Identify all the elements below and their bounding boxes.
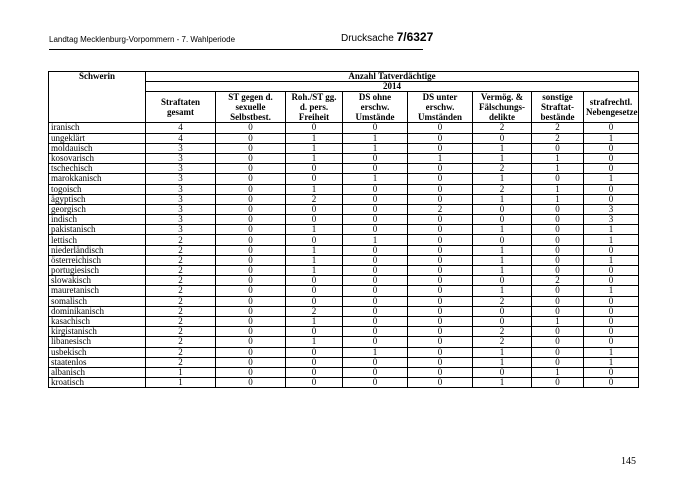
table-cell: 0 xyxy=(286,215,343,225)
table-cell: 1 xyxy=(146,367,216,377)
table-cell: 3 xyxy=(146,153,216,163)
table-cell: 1 xyxy=(532,316,584,326)
table-cell: 0 xyxy=(216,225,286,235)
table-cell: 0 xyxy=(216,133,286,143)
table-cell: 0 xyxy=(408,215,473,225)
table-cell: 0 xyxy=(286,367,343,377)
table-cell: 0 xyxy=(216,378,286,388)
table-cell: 0 xyxy=(408,296,473,306)
table-cell: 2 xyxy=(473,184,532,194)
table-row xyxy=(49,164,639,174)
table-cell: 0 xyxy=(473,276,532,286)
table-cell: 0 xyxy=(286,327,343,337)
table-cell: 0 xyxy=(532,357,584,367)
row-label: dominikanisch xyxy=(49,306,146,316)
table-cell: 2 xyxy=(286,194,343,204)
row-label: kosovarisch xyxy=(49,153,146,163)
table-cell: 0 xyxy=(408,367,473,377)
header-row-group xyxy=(49,72,639,82)
table-cell: 0 xyxy=(408,255,473,265)
column-header: Roh./ST gg. d. pers. Freiheit xyxy=(286,92,343,123)
table-cell: 0 xyxy=(584,337,639,347)
table-cell: 2 xyxy=(146,235,216,245)
table-row xyxy=(49,266,639,276)
table-cell: 0 xyxy=(216,255,286,265)
table-cell: 0 xyxy=(286,204,343,214)
table-cell: 0 xyxy=(343,225,408,235)
table-cell: 1 xyxy=(584,174,639,184)
table-cell: 0 xyxy=(408,357,473,367)
table-cell: 0 xyxy=(216,316,286,326)
table-cell: 0 xyxy=(343,306,408,316)
table-cell: 0 xyxy=(216,286,286,296)
table-cell: 0 xyxy=(216,367,286,377)
table-cell: 1 xyxy=(584,286,639,296)
table-cell: 0 xyxy=(408,378,473,388)
table-cell: 2 xyxy=(146,245,216,255)
table-cell: 0 xyxy=(216,347,286,357)
table-row xyxy=(49,204,639,214)
table-cell: 0 xyxy=(286,235,343,245)
table-cell: 1 xyxy=(343,143,408,153)
table-cell: 0 xyxy=(473,316,532,326)
header-rule xyxy=(49,49,423,50)
table-cell: 2 xyxy=(146,337,216,347)
table-cell: 4 xyxy=(146,133,216,143)
table-cell: 1 xyxy=(473,225,532,235)
table-cell: 1 xyxy=(473,194,532,204)
table-cell: 0 xyxy=(286,123,343,133)
corner-header: Schwerin xyxy=(49,72,146,123)
table-cell: 1 xyxy=(473,347,532,357)
table-cell: 0 xyxy=(286,296,343,306)
table-row xyxy=(49,296,639,306)
table-cell: 0 xyxy=(343,164,408,174)
table-cell: 0 xyxy=(473,133,532,143)
table-cell: 0 xyxy=(216,357,286,367)
table-cell: 0 xyxy=(584,184,639,194)
table-body xyxy=(49,123,639,388)
table-cell: 2 xyxy=(408,204,473,214)
column-header: strafrechtl. Nebengesetze xyxy=(584,92,639,123)
table-row xyxy=(49,133,639,143)
table-cell: 0 xyxy=(408,194,473,204)
row-label: albanisch xyxy=(49,367,146,377)
table-cell: 3 xyxy=(146,204,216,214)
table-cell: 0 xyxy=(343,255,408,265)
table-cell: 0 xyxy=(408,266,473,276)
table-cell: 3 xyxy=(584,215,639,225)
table-cell: 0 xyxy=(216,143,286,153)
table-row xyxy=(49,347,639,357)
row-label: ägyptisch xyxy=(49,194,146,204)
table-row xyxy=(49,276,639,286)
table-cell: 3 xyxy=(146,194,216,204)
table-cell: 2 xyxy=(532,123,584,133)
table-cell: 0 xyxy=(584,153,639,163)
table-cell: 0 xyxy=(343,245,408,255)
table-cell: 2 xyxy=(532,276,584,286)
group-header: Anzahl Tatverdächtige xyxy=(146,72,639,82)
table-cell: 1 xyxy=(408,153,473,163)
table-cell: 1 xyxy=(473,378,532,388)
table-cell: 0 xyxy=(473,235,532,245)
column-header: Vermög. & Fälschungs-delikte xyxy=(473,92,532,123)
table-cell: 0 xyxy=(286,357,343,367)
table-cell: 1 xyxy=(584,347,639,357)
table-cell: 0 xyxy=(473,215,532,225)
table-cell: 4 xyxy=(146,123,216,133)
table-cell: 2 xyxy=(286,306,343,316)
table-cell: 0 xyxy=(532,286,584,296)
table-cell: 0 xyxy=(532,327,584,337)
table-cell: 0 xyxy=(408,337,473,347)
table-cell: 1 xyxy=(343,133,408,143)
table-cell: 0 xyxy=(343,123,408,133)
table-cell: 0 xyxy=(216,276,286,286)
table-cell: 0 xyxy=(408,123,473,133)
table-cell: 2 xyxy=(473,327,532,337)
table-cell: 0 xyxy=(408,164,473,174)
table-cell: 0 xyxy=(584,306,639,316)
table-row xyxy=(49,337,639,347)
table-cell: 0 xyxy=(408,184,473,194)
table-cell: 0 xyxy=(343,215,408,225)
row-label: lettisch xyxy=(49,235,146,245)
header-number: 7/6327 xyxy=(396,30,434,44)
table-cell: 0 xyxy=(343,184,408,194)
table-cell: 1 xyxy=(286,184,343,194)
row-label: österreichisch xyxy=(49,255,146,265)
table-cell: 1 xyxy=(286,143,343,153)
table-cell: 0 xyxy=(216,296,286,306)
table-cell: 1 xyxy=(584,225,639,235)
row-label: pakistanisch xyxy=(49,225,146,235)
table-cell: 0 xyxy=(532,347,584,357)
table-row xyxy=(49,255,639,265)
table-cell: 0 xyxy=(408,327,473,337)
table-cell: 1 xyxy=(532,367,584,377)
table-row xyxy=(49,357,639,367)
table-cell: 0 xyxy=(532,245,584,255)
column-header: ST gegen d. sexuelle Selbstbest. xyxy=(216,92,286,123)
row-label: usbekisch xyxy=(49,347,146,357)
table-cell: 0 xyxy=(343,316,408,326)
row-label: libanesisch xyxy=(49,337,146,347)
table-cell: 0 xyxy=(343,327,408,337)
table-cell: 0 xyxy=(286,378,343,388)
table-cell: 1 xyxy=(343,347,408,357)
table-cell: 0 xyxy=(584,266,639,276)
table-cell: 0 xyxy=(473,204,532,214)
table-cell: 0 xyxy=(343,153,408,163)
table-cell: 0 xyxy=(343,276,408,286)
table-cell: 2 xyxy=(146,266,216,276)
table-cell: 1 xyxy=(473,266,532,276)
table-row xyxy=(49,286,639,296)
table-cell: 0 xyxy=(216,235,286,245)
table-cell: 0 xyxy=(532,337,584,347)
table-cell: 0 xyxy=(532,255,584,265)
table-cell: 0 xyxy=(584,378,639,388)
table-cell: 0 xyxy=(343,378,408,388)
table-cell: 1 xyxy=(532,153,584,163)
table-cell: 3 xyxy=(584,204,639,214)
table-row xyxy=(49,245,639,255)
table-cell: 0 xyxy=(408,347,473,357)
table-cell: 0 xyxy=(584,245,639,255)
table-row xyxy=(49,123,639,133)
table-cell: 1 xyxy=(584,255,639,265)
table-row xyxy=(49,143,639,153)
table-cell: 0 xyxy=(343,367,408,377)
table-cell: 0 xyxy=(408,143,473,153)
table-cell: 1 xyxy=(473,143,532,153)
row-label: kroatisch xyxy=(49,378,146,388)
table-cell: 2 xyxy=(146,296,216,306)
table-row xyxy=(49,316,639,326)
row-label: portugiesisch xyxy=(49,266,146,276)
table-cell: 1 xyxy=(473,286,532,296)
table-cell: 0 xyxy=(473,367,532,377)
table-cell: 0 xyxy=(216,153,286,163)
table-cell: 0 xyxy=(532,215,584,225)
table-row xyxy=(49,153,639,163)
table-row xyxy=(49,327,639,337)
table-cell: 0 xyxy=(532,225,584,235)
table-cell: 0 xyxy=(584,316,639,326)
table-cell: 0 xyxy=(286,347,343,357)
row-label: georgisch xyxy=(49,204,146,214)
table-cell: 2 xyxy=(146,276,216,286)
row-label: moldauisch xyxy=(49,143,146,153)
column-header: DS ohne erschw. Umstände xyxy=(343,92,408,123)
table-cell: 0 xyxy=(286,276,343,286)
table-cell: 0 xyxy=(216,266,286,276)
row-label: slowakisch xyxy=(49,276,146,286)
table-cell: 0 xyxy=(408,133,473,143)
table-cell: 2 xyxy=(532,133,584,143)
table-cell: 1 xyxy=(473,245,532,255)
table-cell: 0 xyxy=(216,184,286,194)
table-cell: 2 xyxy=(146,316,216,326)
table-cell: 1 xyxy=(584,357,639,367)
table-cell: 0 xyxy=(216,194,286,204)
row-label: staatenlos xyxy=(49,357,146,367)
table-cell: 3 xyxy=(146,184,216,194)
table-cell: 0 xyxy=(343,337,408,347)
table-cell: 1 xyxy=(473,255,532,265)
table-row xyxy=(49,378,639,388)
table-cell: 1 xyxy=(286,316,343,326)
offender-statistics-table xyxy=(48,71,639,388)
table-cell: 3 xyxy=(146,215,216,225)
table-cell: 0 xyxy=(584,367,639,377)
row-label: tschechisch xyxy=(49,164,146,174)
table-cell: 3 xyxy=(146,164,216,174)
row-label: togoisch xyxy=(49,184,146,194)
table-cell: 1 xyxy=(286,266,343,276)
table-cell: 1 xyxy=(473,153,532,163)
header-document-number xyxy=(341,30,433,44)
table-cell: 0 xyxy=(343,266,408,276)
table-cell: 0 xyxy=(408,306,473,316)
table-cell: 0 xyxy=(584,327,639,337)
table-row xyxy=(49,174,639,184)
table-cell: 1 xyxy=(473,357,532,367)
row-label: kasachisch xyxy=(49,316,146,326)
table-row xyxy=(49,235,639,245)
table-row xyxy=(49,194,639,204)
table-cell: 1 xyxy=(532,164,584,174)
table-cell: 1 xyxy=(584,133,639,143)
row-label: ungeklärt xyxy=(49,133,146,143)
table-cell: 1 xyxy=(286,153,343,163)
column-header: sonstige Straftat-bestände xyxy=(532,92,584,123)
table-cell: 0 xyxy=(584,276,639,286)
table-cell: 0 xyxy=(343,204,408,214)
row-label: niederländisch xyxy=(49,245,146,255)
column-header: DS unter erschw. Umständen xyxy=(408,92,473,123)
table-cell: 0 xyxy=(532,204,584,214)
table-cell: 0 xyxy=(473,306,532,316)
table-cell: 0 xyxy=(408,316,473,326)
table-row xyxy=(49,306,639,316)
table-cell: 0 xyxy=(343,286,408,296)
table-cell: 3 xyxy=(146,225,216,235)
table-cell: 1 xyxy=(473,174,532,184)
table-cell: 0 xyxy=(216,164,286,174)
table-cell: 0 xyxy=(343,194,408,204)
table-cell: 2 xyxy=(473,296,532,306)
table-cell: 0 xyxy=(532,235,584,245)
table-cell: 0 xyxy=(216,337,286,347)
row-label: marokkanisch xyxy=(49,174,146,184)
table-cell: 3 xyxy=(146,143,216,153)
year-header: 2014 xyxy=(146,82,639,92)
row-label: mauretanisch xyxy=(49,286,146,296)
table-cell: 0 xyxy=(286,174,343,184)
table-cell: 2 xyxy=(146,306,216,316)
table-cell: 0 xyxy=(408,276,473,286)
table-cell: 0 xyxy=(408,225,473,235)
row-label: iranisch xyxy=(49,123,146,133)
table-cell: 1 xyxy=(286,225,343,235)
page-number: 145 xyxy=(621,456,636,467)
table-cell: 1 xyxy=(286,245,343,255)
table-cell: 1 xyxy=(532,194,584,204)
table-cell: 2 xyxy=(146,357,216,367)
table-cell: 0 xyxy=(532,143,584,153)
row-label: somalisch xyxy=(49,296,146,306)
table-cell: 0 xyxy=(216,215,286,225)
table-cell: 0 xyxy=(408,286,473,296)
table-cell: 1 xyxy=(584,235,639,245)
table-cell: 0 xyxy=(584,296,639,306)
table-cell: 1 xyxy=(343,235,408,245)
header-prefix: Drucksache xyxy=(341,33,397,44)
table-cell: 2 xyxy=(146,347,216,357)
table-row xyxy=(49,367,639,377)
table-cell: 0 xyxy=(532,266,584,276)
table-cell: 0 xyxy=(216,204,286,214)
table-cell: 0 xyxy=(216,306,286,316)
table-cell: 0 xyxy=(532,306,584,316)
table-cell: 0 xyxy=(216,174,286,184)
table-cell: 0 xyxy=(584,194,639,204)
table-cell: 0 xyxy=(216,123,286,133)
table-cell: 0 xyxy=(286,286,343,296)
table-cell: 0 xyxy=(408,174,473,184)
table-cell: 0 xyxy=(408,235,473,245)
table-cell: 0 xyxy=(216,327,286,337)
table-cell: 2 xyxy=(146,255,216,265)
table-cell: 2 xyxy=(473,123,532,133)
table-row xyxy=(49,215,639,225)
table-cell: 0 xyxy=(216,245,286,255)
row-label: kirgistanisch xyxy=(49,327,146,337)
table-cell: 0 xyxy=(584,164,639,174)
table-cell: 0 xyxy=(408,245,473,255)
table-cell: 1 xyxy=(146,378,216,388)
table-cell: 2 xyxy=(473,337,532,347)
table-cell: 0 xyxy=(286,164,343,174)
table-cell: 1 xyxy=(532,184,584,194)
table-cell: 2 xyxy=(473,164,532,174)
table-cell: 2 xyxy=(146,286,216,296)
table-row xyxy=(49,225,639,235)
table-cell: 0 xyxy=(532,174,584,184)
table-row xyxy=(49,184,639,194)
table-cell: 0 xyxy=(343,357,408,367)
table-cell: 3 xyxy=(146,174,216,184)
column-header: Straftaten gesamt xyxy=(146,92,216,123)
table-cell: 1 xyxy=(286,337,343,347)
table-cell: 0 xyxy=(584,123,639,133)
table-cell: 0 xyxy=(532,296,584,306)
table-cell: 1 xyxy=(343,174,408,184)
table-cell: 1 xyxy=(286,255,343,265)
row-label: indisch xyxy=(49,215,146,225)
table-cell: 0 xyxy=(532,378,584,388)
table-cell: 2 xyxy=(146,327,216,337)
table-cell: 0 xyxy=(343,296,408,306)
table-cell: 0 xyxy=(584,143,639,153)
header-left-text: Landtag Mecklenburg-Vorpommern - 7. Wahlperiode xyxy=(49,35,236,44)
table-cell: 1 xyxy=(286,133,343,143)
